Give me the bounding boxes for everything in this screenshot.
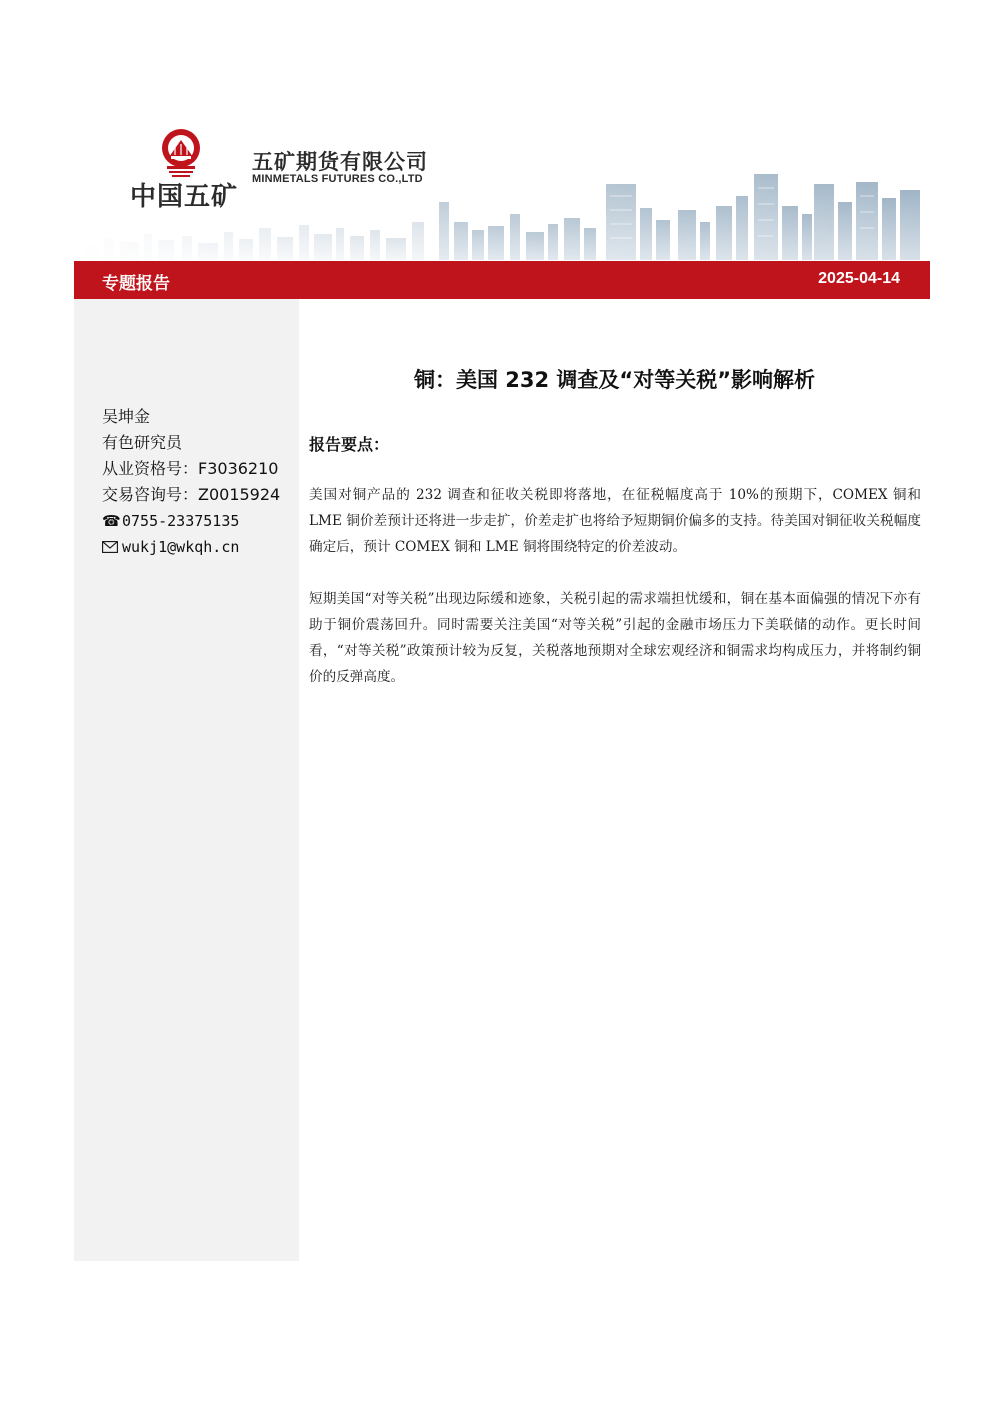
summary-paragraph: 短期美国“对等关税”出现边际缓和迹象，关税引起的需求端担忧缓和，铜在基本面偏强的情况下亦有助于铜价震荡回升。同时需要关注美国“对等关税”引起的金融市场压力下美联储的动作。更长时间看，“对等关税”政策预计较为反复，关税落地预期对全球宏观经济和铜需求均构成压力，并将制约铜价的反弹高度。: [309, 591, 921, 685]
author-consult-number: 交易咨询号：Z0015924: [102, 485, 281, 504]
author-role: 有色研究员: [102, 433, 183, 452]
author-info: [102, 404, 280, 560]
minmetals-logo-icon: [158, 128, 204, 182]
section-heading: 报告要点：: [309, 435, 390, 454]
author-phone: 0755-23375135: [122, 512, 240, 530]
company-name-cn: 五矿期货有限公司: [252, 150, 428, 174]
summary-paragraph: 美国对铜产品的 232 调查和征收关税即将落地，在征税幅度高于 10%的预期下，COMEX 铜和 LME 铜价差预计还将进一步走扩，价差走扩也将给予短期铜价偏多的支持。待美国对铜征收关税幅度确定后，预计 COMEX 铜和 LME 铜将围绕特定的价差波动。: [309, 487, 921, 555]
report-title: 铜：美国 232 调查及“对等关税”影响解析: [413, 368, 816, 392]
author-qualification: 从业资格号：F3036210: [102, 459, 279, 478]
mail-icon: [102, 534, 122, 560]
author-name: 吴坤金: [102, 407, 151, 426]
author-email-row: [102, 534, 280, 560]
author-email[interactable]: wukj1@wkqh.cn: [122, 538, 240, 556]
report-type-bar: [74, 261, 930, 299]
phone-icon: ☎: [102, 512, 121, 530]
company-name-en: MINMETALS FUTURES CO.,LTD: [252, 173, 423, 185]
author-sidebar: [74, 299, 299, 1261]
brand-name-cn: 中国五矿: [130, 182, 239, 212]
author-phone-row: [102, 508, 280, 534]
report-date: 2025-04-14: [818, 270, 900, 287]
report-type-label: 专题报告: [102, 274, 170, 294]
report-header: [74, 110, 930, 260]
